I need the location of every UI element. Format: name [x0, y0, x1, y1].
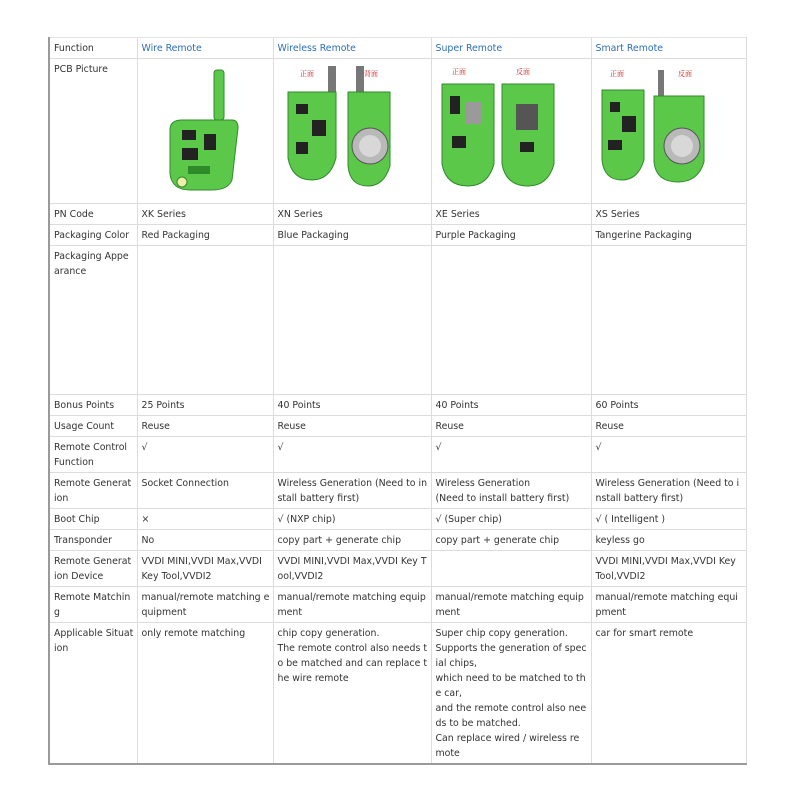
table-cell: No: [137, 530, 273, 551]
table-cell: Wireless Generation (Need to install battery first): [591, 473, 746, 509]
table-cell: √ ( Intelligent ): [591, 509, 746, 530]
table-cell: Wireless Generation (Need to install battery first): [273, 473, 431, 509]
table-cell: [137, 246, 273, 395]
row-label: Bonus Points: [49, 395, 137, 416]
table-cell: manual/remote matching equipment: [591, 587, 746, 623]
row-label: Function: [49, 38, 137, 59]
pcb-board-icon: [278, 62, 428, 200]
pcb-image-cell: [591, 59, 746, 204]
row-packaging-appearance: [49, 246, 746, 395]
column-header-super-remote: Super Remote: [431, 38, 591, 59]
table-cell: Reuse: [431, 416, 591, 437]
table-cell: keyless go: [591, 530, 746, 551]
pcb-label-front: 正面: [299, 70, 314, 78]
row-pn-code: [49, 204, 746, 225]
table-cell: Tangerine Packaging: [591, 225, 746, 246]
table-cell: Red Packaging: [137, 225, 273, 246]
pcb-label-back: 背面: [363, 70, 378, 78]
pcb-label-front: 正面: [609, 70, 624, 78]
pcb-label-front: 正面: [451, 68, 466, 76]
table-cell: VVDI MINI,VVDI Max,VVDI Key Tool,VVDI2: [591, 551, 746, 587]
row-label: Remote Generation: [49, 473, 137, 509]
table-cell: 40 Points: [273, 395, 431, 416]
table-cell: Wireless Generation (Need to install battery first): [431, 473, 591, 509]
table-cell: √ (NXP chip): [273, 509, 431, 530]
row-label: PCB Picture: [49, 59, 137, 204]
table-cell: Purple Packaging: [431, 225, 591, 246]
table-cell: √: [431, 437, 591, 473]
pcb-board-icon: [436, 62, 588, 200]
row-label: Remote Matching: [49, 587, 137, 623]
row-bonus-points: [49, 395, 746, 416]
pcb-label-back: 反面: [677, 70, 692, 78]
row-remote-matching: [49, 587, 746, 623]
table-cell: copy part + generate chip: [431, 530, 591, 551]
row-remote-generation-device: [49, 551, 746, 587]
table-cell: Blue Packaging: [273, 225, 431, 246]
table-cell: chip copy generation. The remote control also needs to be matched and can replace the wire remote: [273, 623, 431, 765]
row-label: Applicable Situation: [49, 623, 137, 765]
table-cell: Socket Connection: [137, 473, 273, 509]
column-header-wire-remote: Wire Remote: [137, 38, 273, 59]
row-usage-count: [49, 416, 746, 437]
row-label: Packaging Color: [49, 225, 137, 246]
pcb-image-cell: [273, 59, 431, 204]
table-cell: manual/remote matching equipment: [137, 587, 273, 623]
table-cell: manual/remote matching equipment: [431, 587, 591, 623]
row-applicable-situation: [49, 623, 746, 765]
column-header-smart-remote: Smart Remote: [591, 38, 746, 59]
row-label: Usage Count: [49, 416, 137, 437]
pcb-board-icon: [142, 62, 270, 200]
table-cell: [431, 551, 591, 587]
row-boot-chip: [49, 509, 746, 530]
table-cell: Super chip copy generation. Supports the generation of special chips, which need to be matched to the car, and the remote control also needs to be matched. Can replace wired / wireless remote: [431, 623, 591, 765]
table-cell: 40 Points: [431, 395, 591, 416]
table-cell: √ (Super chip): [431, 509, 591, 530]
row-remote-control-function: [49, 437, 746, 473]
row-label: PN Code: [49, 204, 137, 225]
table-cell: [273, 246, 431, 395]
table-cell: 25 Points: [137, 395, 273, 416]
table-cell: manual/remote matching equipment: [273, 587, 431, 623]
column-header-wireless-remote: Wireless Remote: [273, 38, 431, 59]
table-cell: √: [591, 437, 746, 473]
table-cell: √: [137, 437, 273, 473]
row-pcb-picture: [49, 59, 746, 204]
table-cell: ×: [137, 509, 273, 530]
table-cell: √: [273, 437, 431, 473]
row-label: Remote Control Function: [49, 437, 137, 473]
row-transponder: [49, 530, 746, 551]
table-cell: XE Series: [431, 204, 591, 225]
pcb-image-cell: [137, 59, 273, 204]
table-cell: Reuse: [591, 416, 746, 437]
row-packaging-color: [49, 225, 746, 246]
pcb-label-back: 反面: [515, 68, 530, 76]
row-label: Packaging Appearance: [49, 246, 137, 395]
row-label: Remote Generation Device: [49, 551, 137, 587]
table-cell: XK Series: [137, 204, 273, 225]
table-cell: [591, 246, 746, 395]
table-cell: [431, 246, 591, 395]
table-cell: VVDI MINI,VVDI Max,VVDI Key Tool,VVDI2: [137, 551, 273, 587]
table-cell: XN Series: [273, 204, 431, 225]
pcb-image-cell: [431, 59, 591, 204]
pcb-board-icon: [596, 62, 743, 200]
header-row: [49, 38, 746, 59]
table-cell: only remote matching: [137, 623, 273, 765]
table-cell: VVDI MINI,VVDI Max,VVDI Key Tool,VVDI2: [273, 551, 431, 587]
table-cell: 60 Points: [591, 395, 746, 416]
table-cell: car for smart remote: [591, 623, 746, 765]
row-remote-generation: [49, 473, 746, 509]
row-label: Transponder: [49, 530, 137, 551]
table-cell: Reuse: [137, 416, 273, 437]
comparison-table: [48, 37, 747, 765]
table-cell: Reuse: [273, 416, 431, 437]
table-cell: XS Series: [591, 204, 746, 225]
row-label: Boot Chip: [49, 509, 137, 530]
table-cell: copy part + generate chip: [273, 530, 431, 551]
